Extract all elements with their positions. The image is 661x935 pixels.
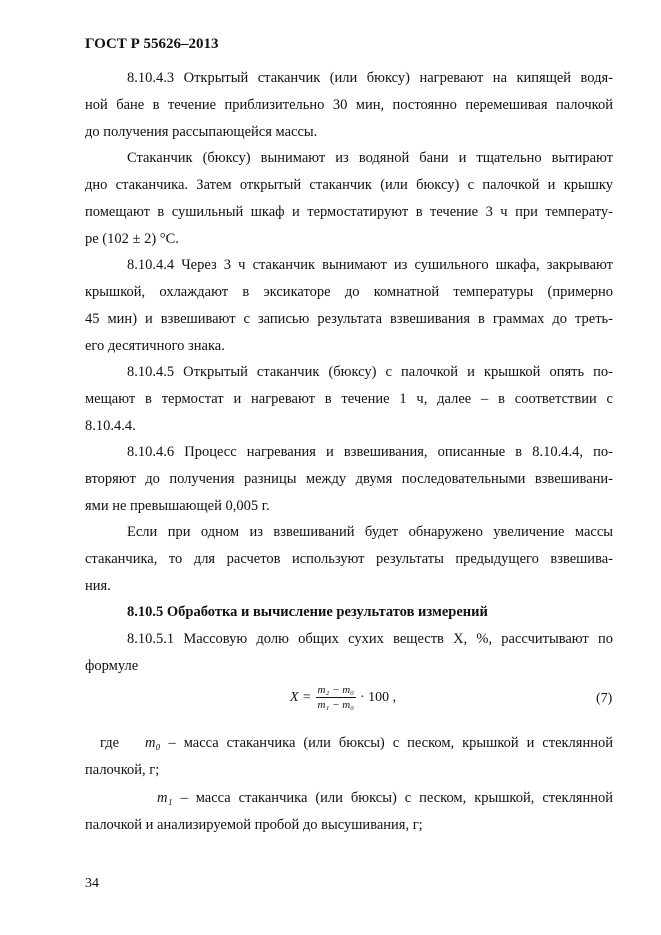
paragraph-remove-cup [85,145,613,253]
formula-numerator: m₂ − m₀ [317,684,354,696]
text-line: стаканчика, то для расчетов используют результаты предыдущего взвешива- [85,551,613,567]
paragraph-increase-mass [85,519,613,600]
text-line: его десятичного знака. [85,338,225,354]
text-line: ния. [85,578,111,594]
text-line: формуле [85,658,139,674]
text-line: до получения рассыпающейся массы. [85,124,318,140]
text-line: 8.10.4.6 Процесс нагревания и взвешивания, описанные в 8.10.4.4, по- [127,444,613,460]
m1-definition: – масса стаканчика (или бюксы) с песком, крышкой, стеклянной [180,790,614,806]
symbol-m1: m₁ [157,790,173,806]
text-line: ной бане в течение приблизительно 30 мин, постоянно перемешивая палочкой [85,97,613,113]
formula-7 [290,684,396,711]
text-line: 8.10.4.4 Через 3 ч стаканчик вынимают из сушильного шкафа, закрывают [127,257,613,273]
page-number: 34 [85,876,99,891]
text-line: палочкой, г; [85,762,160,778]
standard-header: ГОСТ Р 55626–2013 [85,36,219,52]
paragraph-8-10-4-5 [85,359,613,440]
text-line [85,730,613,757]
text-line: Стаканчик (бюксу) вынимают из водяной бани и тщательно вытирают [127,150,613,166]
text-line: 8.10.4.4. [85,418,136,434]
text-line: вторяют до получения разницы между двумя последовательными взвешивани- [85,471,613,487]
equation-number: (7) [596,691,613,706]
text-line: Если при одном из взвешиваний будет обнаружено увеличение массы [127,524,613,540]
text-line: 45 мин) и взвешивают с записью результата взвешивания в граммах до треть- [85,311,613,327]
symbol-m0: m₀ [145,735,161,751]
formula-lhs: X = [290,689,312,705]
paragraph-8-10-5-1 [85,626,613,680]
where-m1 [85,785,613,839]
formula-fraction [316,684,356,711]
formula-tail: · 100 , [359,689,397,705]
paragraph-8-10-4-6 [85,439,613,520]
text-line: мещают в термостат и нагревают в течение 1 ч, далее – в соответствии с [85,391,613,407]
paragraph-8-10-4-4 [85,252,613,360]
text-line [85,785,613,812]
text-line: 8.10.5.1 Массовую долю общих сухих веществ X, %, рассчитывают по [127,631,613,647]
where-word: где [100,735,120,751]
text-line: 8.10.4.3 Открытый стаканчик (или бюксу) нагревают на кипящей водя- [127,70,613,86]
paragraph-8-10-4-3 [85,65,613,146]
where-m0 [85,730,613,784]
text-line: ре (102 ± 2) °С. [85,231,179,247]
text-line: 8.10.4.5 Открытый стаканчик (бюксу) с палочкой и крышкой опять по- [127,364,613,380]
text-line: ями не превышающей 0,005 г. [85,498,270,514]
text-line: крышкой, охлаждают в эксикаторе до комнатной температуры (примерно [85,284,613,300]
formula-denominator: m₁ − m₀ [317,699,354,711]
text-line: дно стаканчика. Затем открытый стаканчик (или бюксу) с палочкой и крышку [85,177,613,193]
section-title-8-10-5: 8.10.5 Обработка и вычисление результатов измерений [127,604,488,620]
m0-definition: – масса стаканчика (или бюксы) с песком, крышкой и стеклянной [168,735,613,751]
text-line: палочкой и анализируемой пробой до высушивания, г; [85,817,423,833]
text-line: помещают в сушильный шкаф и термостатируют в течение 3 ч при температу- [85,204,613,220]
